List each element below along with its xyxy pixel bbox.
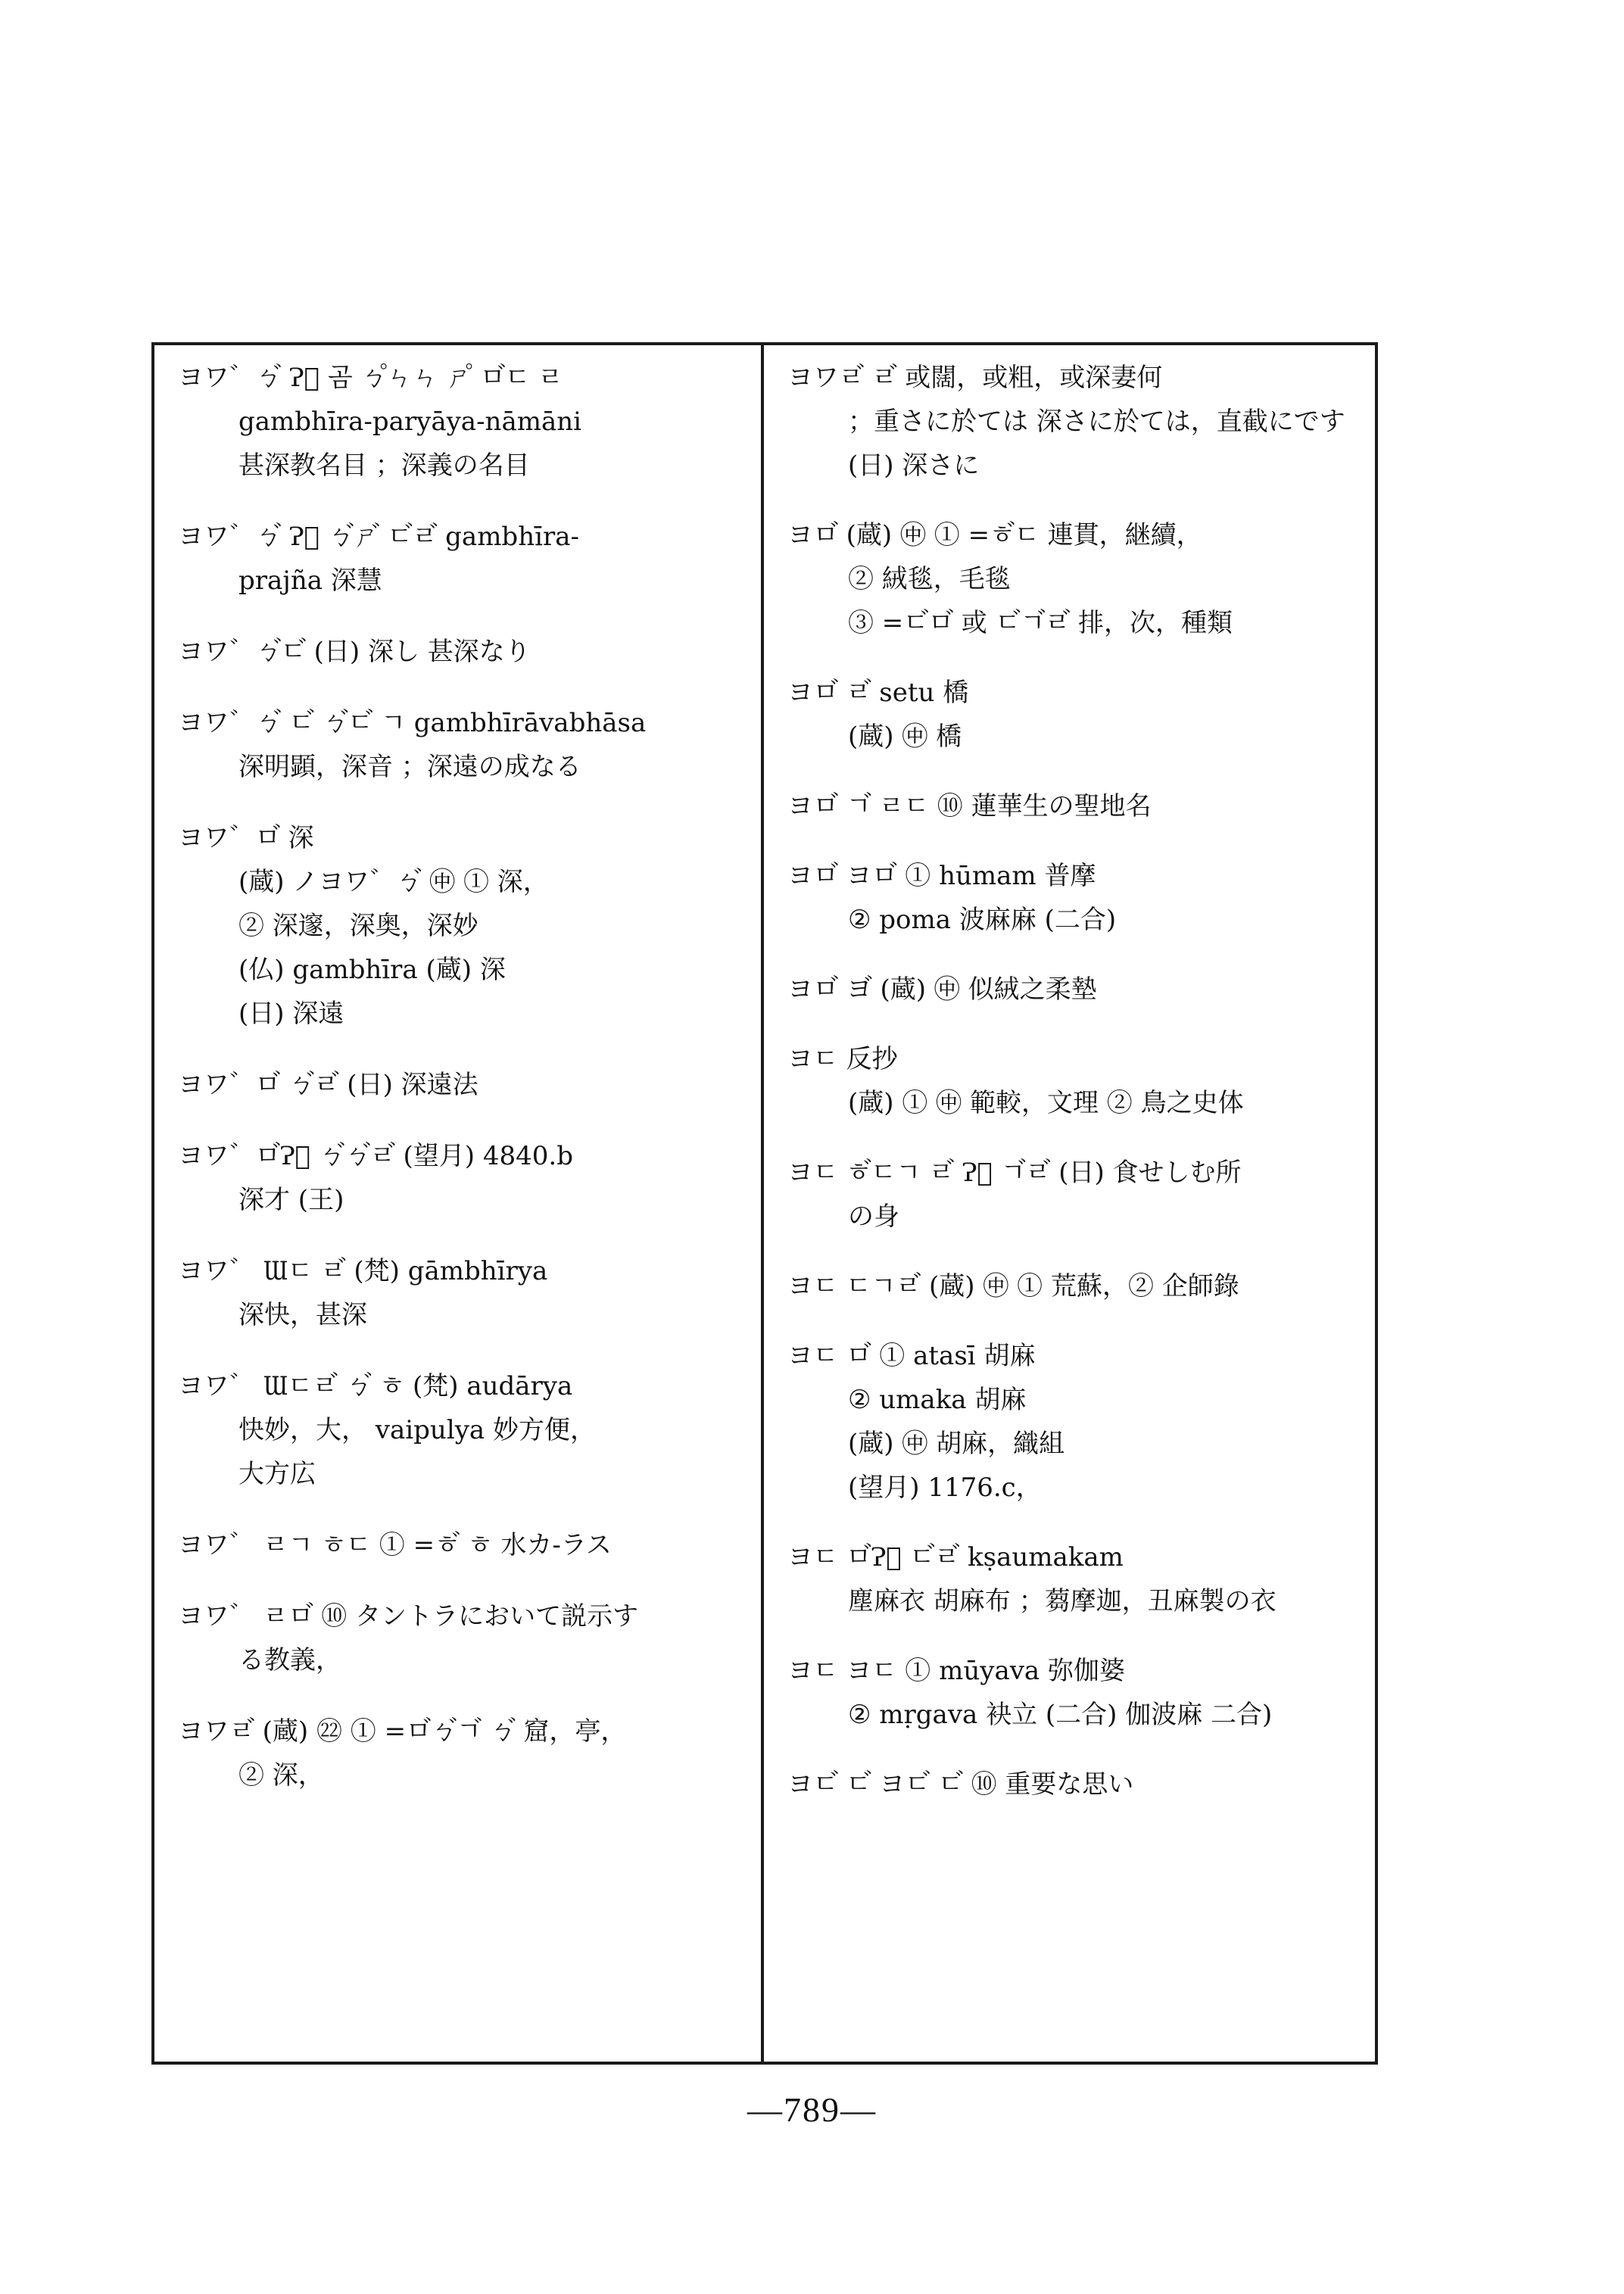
- entry-definition: ② 深邃，深奥，深妙: [238, 911, 478, 941]
- entry-definition: 大方広: [238, 1459, 316, 1489]
- entry-definition: (蔵) ① ㊥ 範較，文理 ② 鳥之史体: [848, 1088, 1244, 1118]
- entry-definition: 深快，甚深: [238, 1300, 367, 1330]
- entry-headword: ヨㄷ ヨㄷ ① mūyava 弥伽婆: [787, 1656, 1126, 1686]
- dictionary-entry: [787, 1763, 1386, 1806]
- dictionary-entry: [787, 671, 1386, 759]
- entry-headword: ヨワ゛ㄅ゙ㄷ゙ (日) 深し 甚深なり: [178, 637, 531, 667]
- dictionary-entry: [178, 515, 776, 603]
- entry-definition: prajña 深慧: [238, 566, 382, 596]
- entry-headword: ヨㅁ゙ ヨ゙ (蔵) ㊥ 似絨之柔墊: [787, 974, 1097, 1005]
- dictionary-entry: [787, 854, 1386, 942]
- entry-headword: ヨワ゛ Ɯㄷ ㄹ゙ (梵) gāmbhīrya: [178, 1256, 548, 1286]
- entry-headword: ヨワ゛ㅁ゙ ㄅ゙ㄹ゙ (日) 深遠法: [178, 1070, 478, 1100]
- entry-definition: ；重さに於ては 深さに於ては，直截にです: [848, 407, 1345, 437]
- page-number: —789—: [747, 2090, 877, 2129]
- dictionary-entry: [178, 816, 776, 1036]
- dictionary-entry: [178, 1063, 776, 1107]
- entry-definition: ② poma 波麻麻 (二合): [848, 905, 1117, 935]
- entry-definition: 深才 (王): [238, 1185, 344, 1215]
- entry-headword: ヨㄷ 反抄: [787, 1044, 898, 1074]
- entry-headword: ヨワ゛ ㄹㄱ ㅎㄷ ① =ㅎ゙ ㅎ 水カ-ラス: [178, 1530, 612, 1560]
- entry-headword: ヨㅁ゙ ㄱ゙ ㄹㄷ ⑩ 蓮華生の聖地名: [787, 791, 1152, 821]
- entry-definition: (日) 深さに: [848, 450, 980, 481]
- entry-definition: ② 絨毯，毛毯: [848, 564, 1011, 594]
- entry-definition: (仏) gambhīra (蔵) 深: [238, 955, 506, 985]
- dictionary-entry: [178, 1134, 776, 1222]
- entry-definition: 快妙，大， vaipulya 妙方便，: [238, 1415, 596, 1445]
- entry-headword: ヨㄷ ㅁ゙Ɂ゙ ㄷ゙ㄹ゙ kṣaumakam: [787, 1542, 1124, 1572]
- dictionary-entry: [178, 1523, 776, 1567]
- entry-definition: ② 深，: [238, 1760, 324, 1791]
- entry-headword: ヨㄷ ㅎ゙ㄷㄱ ㄹ゙ Ɂ゙ ㄱ゙ㄹ゙ (日) 食せしむ所: [787, 1158, 1242, 1188]
- dictionary-entry: [178, 630, 776, 674]
- entry-headword: ヨㅁ゙ ㄹ゙ setu 橋: [787, 678, 969, 708]
- dictionary-entry: [178, 1249, 776, 1337]
- entry-headword: ヨㅁ゙ (蔵) ㊥ ① =ㅎ゙ㄷ 連貫，継續，: [787, 520, 1202, 550]
- entry-definition: 深明顕，深音 ；深遠の成なる: [238, 752, 581, 782]
- dictionary-entry: [178, 701, 776, 789]
- entry-definition: ② umaka 胡麻: [848, 1385, 1027, 1415]
- entry-definition: (蔵) ㊥ 橋: [848, 722, 962, 752]
- entry-definition: gambhīra-paryāya-nāmāni: [238, 407, 582, 437]
- entry-headword: ヨㄷ ㄷㄱㄹ゙ (蔵) ㊥ ① 荒蘇，② 企師錄: [787, 1271, 1239, 1301]
- entry-headword: ヨワ゛ㄅ゙ Ɂ゙ ㄅ゙ㄕ゙ ㄷ゙ㄹ゙ gambhīra-: [178, 522, 579, 552]
- entry-headword: ヨワㄹ゙ (蔵) ㉒ ① =ㅁ゙ㄅ゙ㄱ゙ ㄅ゙ 窟，亭，: [178, 1716, 627, 1747]
- entry-headword: ヨワ゛ㄅ゙ Ɂ゙ 곰 ㄅ゚ㄣㄣ ㄕ゚ ㅁ゙ㄷ ㄹ: [178, 363, 563, 393]
- entry-definition: ② mṛgava 袂立 (二合) 伽波麻 二合): [848, 1700, 1273, 1730]
- dictionary-entry: [178, 1710, 776, 1797]
- right-column: [787, 356, 1386, 1832]
- entry-headword: ヨㄷ ㅁ゙ ① atasī 胡麻: [787, 1341, 1036, 1371]
- dictionary-entry: [787, 1264, 1386, 1308]
- entry-definition: (日) 深遠: [238, 999, 344, 1029]
- dictionary-entry: [787, 513, 1386, 645]
- dictionary-entry: [178, 1594, 776, 1682]
- entry-headword: ヨワ゛ ㄹㅁ゙ ⑩ タントラにおいて説示す: [178, 1601, 639, 1632]
- dictionary-entry: [787, 784, 1386, 828]
- entry-headword: ヨㄷ゙ ㄷ゙ ヨㄷ゙ ㄷ゙ ⑩ 重要な思い: [787, 1769, 1134, 1800]
- entry-definition: (蔵) ノヨワ゛ㄅ゙ ㊥ ① 深，: [238, 867, 549, 897]
- entry-headword: ヨワㄹ゙ ㄹ゙ 或闊，或粗，或深妻何: [787, 363, 1163, 393]
- entry-definition: の身: [848, 1202, 899, 1232]
- entry-headword: ヨワ゛ㅁ゙Ɂ゙ ㄅ゙ㄅ゙ㄹ゙ (望月) 4840.b: [178, 1141, 573, 1171]
- dictionary-entry: [787, 1151, 1386, 1239]
- entry-headword: ヨワ゛ Ɯㄷㄹ゙ ㄅ゙ ㅎ (梵) audārya: [178, 1371, 573, 1401]
- entry-definition: ③ =ㄷ゙ㅁ゙ 或 ㄷ゙ㄱ゙ㄹ゙ 排，次，種類: [848, 608, 1233, 638]
- dictionary-entry: [178, 356, 776, 488]
- entry-definition: る教義，: [238, 1645, 341, 1675]
- dictionary-entry: [787, 1649, 1386, 1737]
- entry-definition: 塵麻衣 胡麻布 ；蒭摩迦，丑麻製の衣: [848, 1586, 1276, 1616]
- entry-headword: ヨワ゛ㅁ゙ 深: [178, 823, 314, 853]
- entry-definition: (蔵) ㊥ 胡麻，織組: [848, 1429, 1065, 1459]
- dictionary-entry: [787, 1334, 1386, 1510]
- dictionary-entry: [787, 968, 1386, 1011]
- entry-headword: ヨワ゛ㄅ゙ ㄷ゙ ㄅ゙ㄷ゙ ㄱ gambhīrāvabhāsa: [178, 708, 647, 738]
- dictionary-entry: [787, 1535, 1386, 1623]
- left-column: [178, 356, 776, 1825]
- dictionary-entry: [787, 356, 1386, 488]
- dictionary-entry: [787, 1037, 1386, 1125]
- dictionary-entry: [178, 1364, 776, 1496]
- entry-definition: 甚深教名目 ；深義の名目: [238, 450, 530, 481]
- entry-headword: ヨㅁ゙ ヨㅁ゙ ① hūmam 普摩: [787, 861, 1096, 891]
- entry-definition: (望月) 1176.c，: [848, 1473, 1042, 1503]
